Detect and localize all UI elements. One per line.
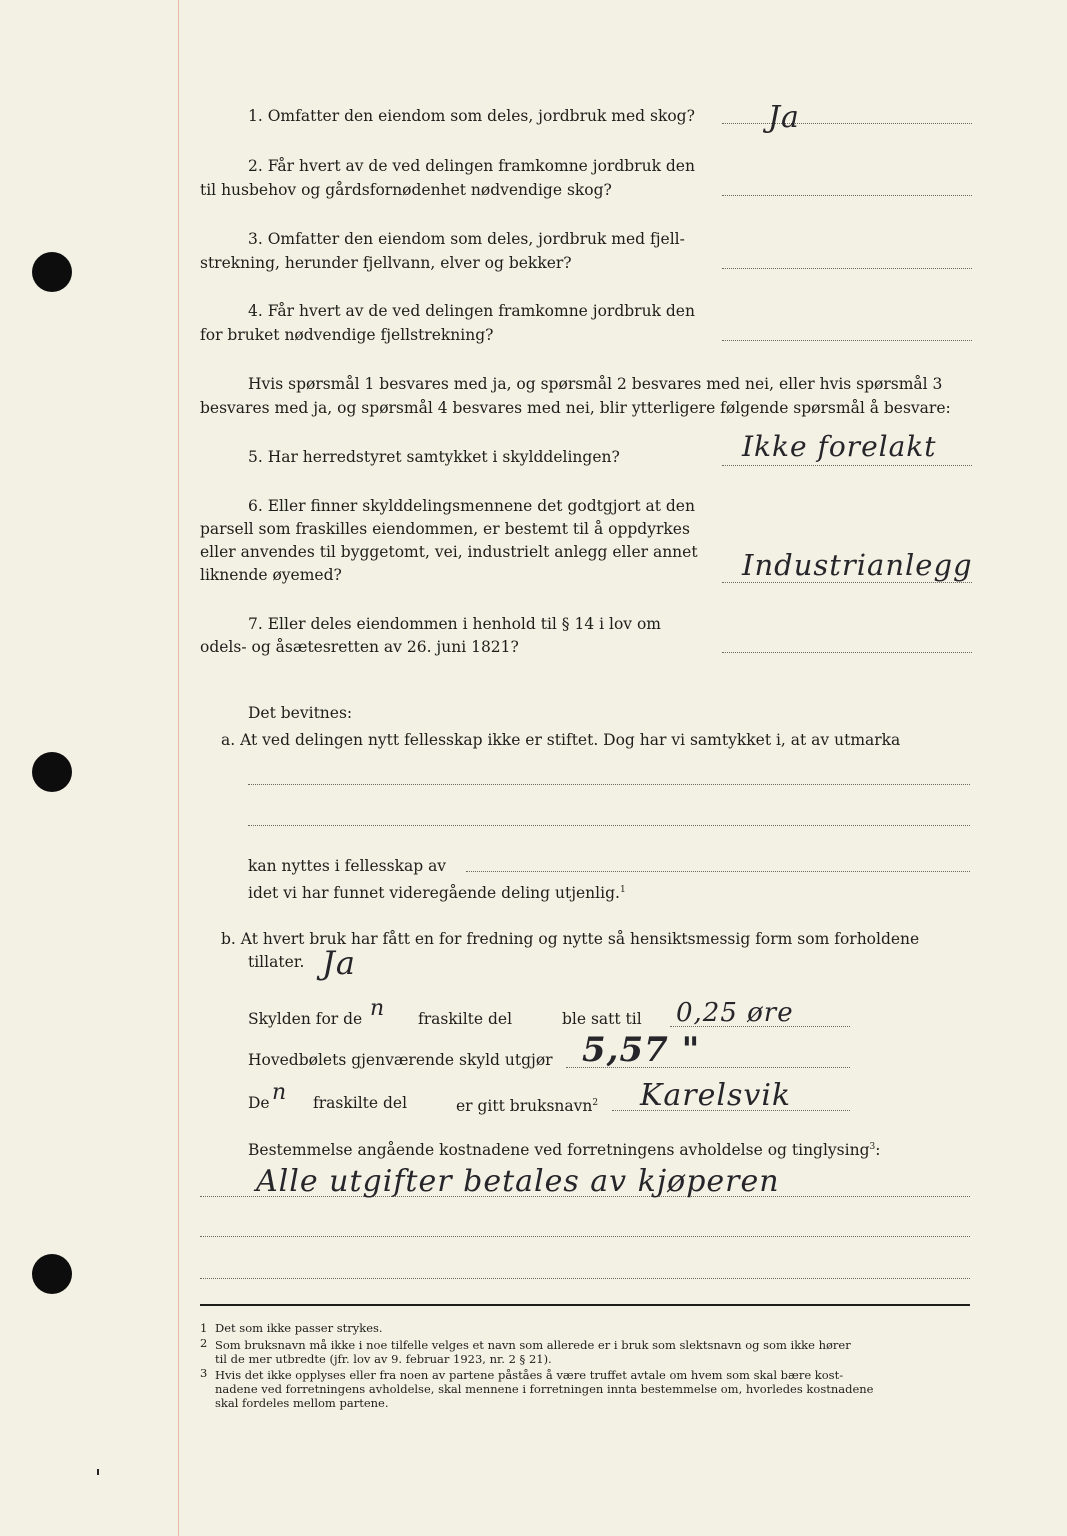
attest-b-line-1: b. At hvert bruk har fått en for fredning og nytte så hensiktsmessig form som forholdene (221, 930, 920, 948)
costs-label (248, 1136, 880, 1162)
condition-line-1: Hvis spørsmål 1 besvares med ja, og spørsmål 2 besvares med nei, eller hvis spørsmål 3 (248, 375, 943, 393)
question-3-line-2: strekning, herunder fjellvann, elver og bekker? (200, 254, 572, 272)
question-3-line-1: 3. Omfatter den eiendom som deles, jordbruk med fjell- (248, 230, 685, 248)
costs-label-colon: : (875, 1141, 881, 1160)
footnote-ref-1: 1 (619, 885, 626, 895)
attest-heading: Det bevitnes: (248, 704, 353, 722)
answer-6-handwritten: Industrianlegg (742, 548, 973, 582)
question-2-line-2: til husbehov og gårdsfornødenhet nødvendige skog? (200, 181, 612, 199)
answer-line-3 (722, 268, 972, 269)
footnote-ref-3: 3 (869, 1142, 876, 1152)
attest-a-line-3-text: idet vi har funnet videregående deling utjenlig. (248, 884, 620, 903)
question-4-line-1: 4. Får hvert av de ved delingen framkomne jordbruk den (248, 302, 695, 320)
skyld-label-3c-text: er gitt bruksnavn (456, 1097, 593, 1116)
attest-a-fill-line-3 (466, 871, 970, 872)
answer-line-7 (722, 652, 972, 653)
footnote-1-num: 1 (200, 1321, 208, 1335)
question-6-line-1: 6. Eller finner skylddelingsmennene det godtgjort at den (248, 497, 695, 515)
skyld-label-3b: fraskilte del (313, 1094, 408, 1112)
attest-b-answer-handwritten: Ja (322, 944, 356, 982)
skyld-label-3-handwritten: n (272, 1080, 288, 1105)
costs-line-3 (200, 1278, 970, 1279)
ink-mark (97, 1469, 99, 1475)
skyld-value-2-handwritten: 5,57 " (582, 1030, 701, 1070)
question-7-line-1: 7. Eller deles eiendommen i henhold til § 14 i lov om (248, 615, 662, 633)
footnote-2-line-2: til de mer utbredte (jfr. lov av 9. februar 1923, nr. 2 § 21). (215, 1352, 552, 1366)
footnote-3-line-2: nadene ved forretningens avholdelse, skal mennene i forretningen innta bestemmelse om, hvorledes kostnadene (215, 1382, 874, 1396)
attest-a-line-2: kan nyttes i fellesskap av (248, 857, 447, 875)
footnote-2-num: 2 (200, 1336, 208, 1350)
attest-a-line-3 (248, 879, 626, 905)
question-1: 1. Omfatter den eiendom som deles, jordbruk med skog? (248, 107, 695, 125)
question-5: 5. Har herredstyret samtykket i skylddelingen? (248, 448, 620, 466)
skyld-label-1-handwritten: n (370, 996, 386, 1021)
condition-line-2: besvares med ja, og spørsmål 4 besvares med nei, blir ytterligere følgende spørsmål å besvare: (200, 399, 951, 417)
skyld-label-2: Hovedbølets gjenværende skyld utgjør (248, 1051, 553, 1069)
answer-line-6 (722, 582, 972, 583)
attest-a-fill-line-2 (248, 825, 970, 826)
footnote-3-line-3: skal fordeles mellom partene. (215, 1396, 389, 1410)
skyld-label-1b: fraskilte del (418, 1010, 513, 1028)
footnote-3-num: 3 (200, 1366, 208, 1380)
footnote-ref-2: 2 (592, 1098, 599, 1108)
answer-line-4 (722, 340, 972, 341)
question-4-line-2: for bruket nødvendige fjellstrekning? (200, 326, 494, 344)
punch-hole-bottom (32, 1254, 72, 1294)
footnote-2-line-1: Som bruksnavn må ikke i noe tilfelle velges et navn som allerede er i bruk som slektsnavn og som ikke hører (215, 1338, 851, 1352)
question-7-line-2: odels- og åsætesretten av 26. juni 1821? (200, 638, 519, 656)
footnote-3-line-1: Hvis det ikke opplyses eller fra noen av partene påståes å være truffet avtale om hvem som skal bære kost- (215, 1368, 844, 1382)
skyld-label-3c (456, 1092, 598, 1118)
answer-5-handwritten: Ikke forelakt (742, 430, 937, 463)
attest-a-line-1: a. At ved delingen nytt fellesskap ikke er stiftet. Dog har vi samtykket i, at av utmarka (221, 731, 901, 749)
question-6-line-2: parsell som fraskilles eiendommen, er bestemt til å oppdyrkes (200, 520, 690, 538)
question-6-line-3: eller anvendes til byggetomt, vei, industrielt anlegg eller annet (200, 543, 698, 561)
attest-b-line-2: tillater. (248, 953, 305, 971)
punch-hole-middle (32, 752, 72, 792)
skyld-label-1c: ble satt til (562, 1010, 642, 1028)
answer-1-handwritten: Ja (768, 100, 800, 135)
skyld-label-1: Skylden for de (248, 1010, 363, 1028)
costs-answer-handwritten: Alle utgifter betales av kjøperen (256, 1164, 780, 1199)
margin-line (178, 0, 179, 1536)
skyld-value-1-handwritten: 0,25 øre (676, 998, 794, 1028)
footnote-1-text: Det som ikke passer strykes. (215, 1321, 383, 1335)
attest-a-fill-line-1 (248, 784, 970, 785)
answer-line-2 (722, 195, 972, 196)
punch-hole-top (32, 252, 72, 292)
costs-label-text: Bestemmelse angående kostnadene ved forretningens avholdelse og tinglysing (248, 1141, 870, 1160)
costs-line-2 (200, 1236, 970, 1237)
skyld-value-3-handwritten: Karelsvik (640, 1078, 792, 1113)
answer-line-5 (722, 465, 972, 466)
footnote-rule (200, 1304, 970, 1306)
skyld-label-3: De (248, 1094, 270, 1112)
question-6-line-4: liknende øyemed? (200, 566, 342, 584)
answer-line-1 (722, 123, 972, 124)
question-2-line-1: 2. Får hvert av de ved delingen framkomne jordbruk den (248, 157, 695, 175)
